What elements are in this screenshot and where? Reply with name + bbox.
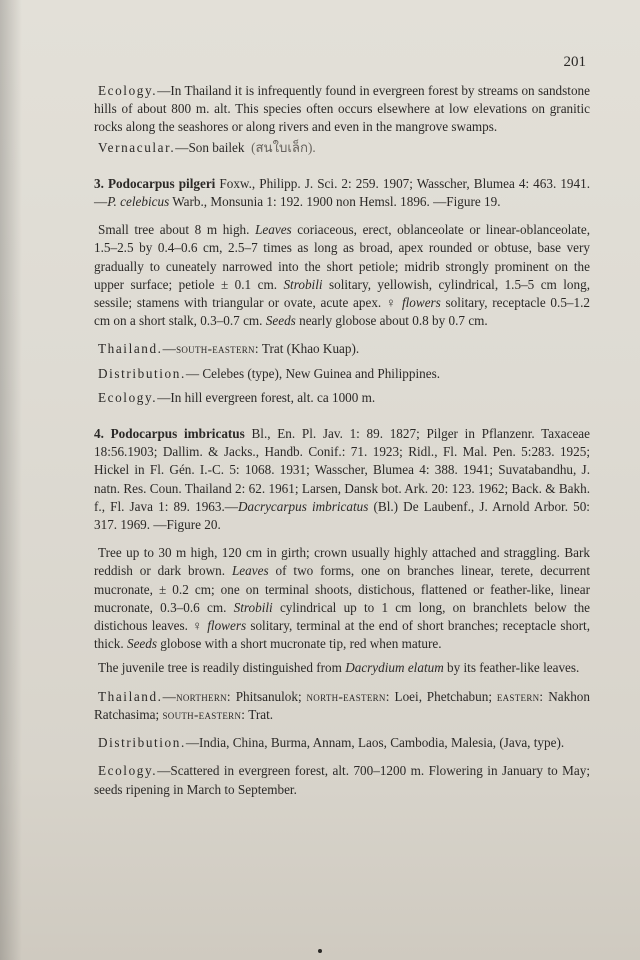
vernacular-text: —Son bailek bbox=[175, 139, 245, 155]
species-4-leaves-label: Leaves bbox=[231, 563, 269, 579]
species-4-ecology-text: —Scattered in evergreen forest, alt. 700–1200 m. Flowering in January to May; seeds ripening in March to September. bbox=[94, 763, 590, 797]
species-4-desc-4: solitary, terminal at the end of short branches; receptacle short, thick. bbox=[94, 618, 590, 652]
vernacular-label: Vernacular. bbox=[98, 139, 176, 155]
species-3-distribution-label: Distribution. bbox=[98, 365, 186, 381]
species-3-ecology-text: —In hill evergreen forest, alt. ca 1000 m. bbox=[157, 389, 376, 405]
species-4-citation-a: Bl., En. Pl. Jav. 1: 89. 1827; Pilger in Pflanzenr. Taxaceae 18:56.1903; Dallim. & Jacks., Handb. Conif.: 71. 1923; Ridl., Fl. Mal. Pen. 5:283. 1925; Hickel in Fl. Gén. I.-C. 5: 1068. 1931; Wasscher, Blumea 4: 388. 1941; Suvatabandhu, J. natn. Res. Coun. Thailand 2: 62. 1961; Larsen, Dansk bot. Ark. 20: 123. 1962; Back. & Bakh. f., Fl. Java 1: 89. 1963.— bbox=[94, 426, 591, 514]
species-3-desc-1: Small tree about 8 m high. bbox=[98, 222, 256, 238]
species-4-ecology-label: Ecology. bbox=[98, 763, 158, 779]
species-4-desc-2: of two forms, one on branches linear, terete, decurrent mucronate, ± 0.2 cm; one on terminal shoots, distichous, flattened or feather-like, linear mucronate, 0.3–0.6 cm. bbox=[94, 563, 591, 615]
vernacular-paragraph bbox=[94, 139, 590, 157]
species-4-text-north-eastern: Loei, Phetchabun; bbox=[389, 688, 497, 704]
species-4-ecology bbox=[94, 762, 590, 798]
species-3-seeds-label: Seeds bbox=[265, 313, 296, 329]
species-4-desc-5: globose with a short mucronate tip, red when mature. bbox=[157, 636, 442, 652]
species-3-thailand bbox=[94, 340, 590, 358]
species-3-strobili-label: Strobili bbox=[283, 276, 323, 292]
species-3-leaves-label: Leaves bbox=[255, 222, 292, 238]
species-4-strobili-label: Strobili bbox=[233, 599, 273, 615]
species-3-name: Podocarpus pilgeri bbox=[107, 175, 216, 191]
species-4-distribution-label: Distribution. bbox=[98, 735, 186, 751]
species-3-description bbox=[94, 221, 590, 330]
species-3-female-flowers: ♀ flowers bbox=[385, 295, 441, 311]
species-4-number: 4. bbox=[94, 426, 104, 442]
species-4-region-northern: —northern: bbox=[162, 688, 231, 704]
species-4-juvenile-b: by its feather-like leaves. bbox=[443, 660, 580, 676]
species-3-distribution bbox=[94, 365, 590, 383]
species-3-desc-3: solitary, yellowish, cylindrical, 1.5–5 cm long, sessile; stamens with triangular or ovate, acute apex. bbox=[94, 276, 590, 311]
species-4-juvenile-a: The juvenile tree is readily distinguished from bbox=[98, 660, 346, 676]
species-3-thailand-region: —south-eastern: bbox=[162, 341, 259, 357]
species-3-desc-2: coriaceous, erect, oblanceolate or linear-oblanceolate, 1.5–2.5 by 0.4–0.6 cm, 2.5–7 times as long as broad, apex rounded or obtuse, base very gradually to cuneately narrowed into the short petiole; midrib strongly prominent on the upper surface; petiole ± 0.1 cm. bbox=[94, 222, 590, 292]
ecology-paragraph-previous bbox=[94, 82, 590, 137]
vernacular-thai-name: (สนใบเล็ก). bbox=[251, 139, 316, 155]
species-3-distribution-text: — Celebes (type), New Guinea and Philippines. bbox=[185, 365, 441, 381]
species-3-synonym: P. celebicus bbox=[107, 194, 170, 210]
species-4-female-flowers: ♀ flowers bbox=[192, 618, 247, 634]
species-3-thailand-label: Thailand. bbox=[98, 341, 163, 357]
species-4-thailand-label: Thailand. bbox=[98, 688, 163, 704]
species-4-text-south-eastern: Trat. bbox=[245, 706, 274, 722]
species-4-name: Podocarpus imbricatus bbox=[110, 426, 245, 442]
species-3-desc-5: nearly globose about 0.8 by 0.7 cm. bbox=[295, 313, 488, 329]
page-body bbox=[94, 82, 590, 799]
species-4-juvenile-note bbox=[94, 659, 590, 677]
species-4-heading bbox=[94, 425, 590, 534]
page-gutter-shadow bbox=[0, 0, 22, 960]
species-4-desc-3: cylindrical up to 1 cm long, on branchlets below the distichous leaves. bbox=[94, 599, 591, 634]
page-speck bbox=[318, 949, 322, 953]
species-3-citation-b: Warb., Monsunia 1: 192. 1900 non Hemsl. 1896. —Figure 19. bbox=[169, 194, 501, 210]
species-3-ecology bbox=[94, 389, 590, 407]
species-4-description bbox=[94, 544, 590, 653]
species-4-distribution-text: —India, China, Burma, Annam, Laos, Cambodia, Malesia, (Java, type). bbox=[185, 735, 565, 751]
species-3-ecology-label: Ecology. bbox=[98, 389, 158, 405]
species-4-desc-1: Tree up to 30 m high, 120 cm in girth; crown usually highly attached and straggling. Bark reddish or dark brown. bbox=[94, 545, 590, 579]
species-4-thailand bbox=[94, 688, 590, 724]
species-3-citation-a: Foxw., Philipp. J. Sci. 2: 259. 1907; Wasscher, Blumea 4: 463. 1941.— bbox=[94, 175, 590, 210]
species-4-region-south-eastern: south-eastern: bbox=[162, 706, 246, 722]
species-3-heading bbox=[94, 175, 590, 211]
species-4-distribution bbox=[94, 734, 590, 752]
species-4-citation-b: (Bl.) De Laubenf., J. Arnold Arbor. 50: 317. 1969. —Figure 20. bbox=[94, 498, 590, 533]
ecology-text: —In Thailand it is infrequently found in evergreen forest by streams on sandstone hills of about 800 m. alt. This species often occurs elsewhere at low elevations on granitic rocks along the seashores or along rivers and even in the mangrove swamps. bbox=[94, 83, 590, 135]
species-4-text-northern: Phitsanulok; bbox=[230, 688, 307, 704]
page-number: 201 bbox=[563, 54, 586, 70]
species-4-region-north-eastern: north-eastern: bbox=[306, 688, 390, 704]
species-4-seeds-label: Seeds bbox=[126, 636, 157, 652]
ecology-label: Ecology. bbox=[98, 83, 158, 98]
species-4-juvenile-species: Dacrydium elatum bbox=[345, 660, 444, 676]
species-4-synonym: Dacrycarpus imbricatus bbox=[237, 498, 369, 514]
species-4-text-eastern: Nakhon Ratchasima; bbox=[94, 688, 590, 722]
species-3-desc-4: solitary, receptacle 0.5–1.2 cm on a short stalk, 0.3–0.7 cm. bbox=[94, 295, 590, 329]
species-4-region-eastern: eastern: bbox=[496, 688, 544, 704]
species-3-thailand-text: Trat (Khao Kuap). bbox=[258, 341, 360, 357]
species-3-number: 3. bbox=[94, 175, 104, 191]
